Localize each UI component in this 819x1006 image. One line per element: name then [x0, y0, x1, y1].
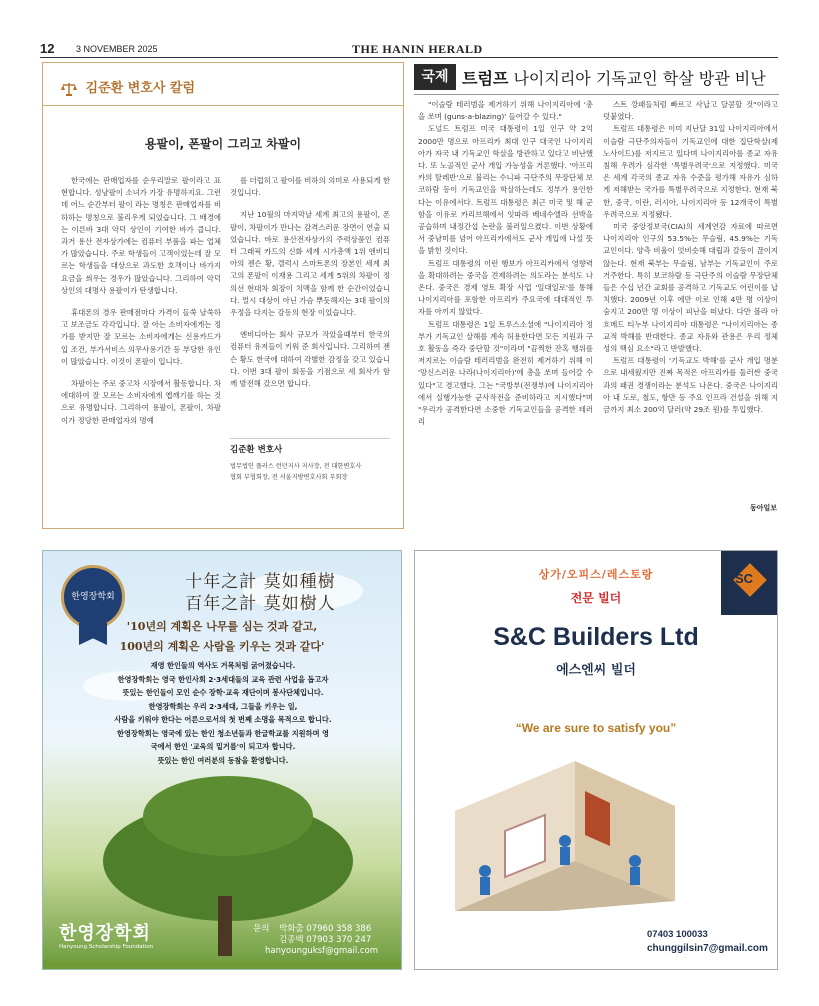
- contact-info: [253, 924, 379, 957]
- body-line: 한영장학회는 영국에 있는 한인 청소년들과 한글학교를 지원하며 영: [117, 728, 329, 738]
- quote-line: '10년의 계획은 나무를 심는 것과 같고,: [126, 620, 318, 633]
- paragraph: 휴대폰의 경우 판매점마다 가격이 들쑥 날쑥하고 보조금도 각각입니다. 잘 아는 소비자에게는 정가를 받지만 잘 모르는 소비자에게는 신용카드가입 조건, 부가서비스 의무사용기간 등 부당한 유인이 많았습니다. 이것이 폰팔이 입니다.: [61, 308, 221, 366]
- contact-phone: 박화출 07960 358 386: [279, 924, 372, 934]
- column-section-label: 김준환 변호사 칼럼: [85, 81, 196, 96]
- body-line: 사람을 키워야 한다는 어른으로서의 첫 번째 소명을 목적으로 합니다.: [114, 715, 332, 724]
- foundation-name: 한영장학회: [59, 923, 151, 944]
- quote-line: 100년의 계획은 사람을 키우는 것과 같다': [119, 640, 325, 653]
- divider: [43, 105, 403, 106]
- newspaper-name: THE HANIN HERALD: [352, 42, 483, 56]
- scholarship-ad: [42, 550, 402, 970]
- body-line: 재영 한인들의 역사도 거목처럼 굵어졌습니다.: [150, 661, 296, 670]
- paragraph: 차팔이는 주로 중고차 시장에서 활동합니다. 차에대하여 잘 모르는 소비자에게 옙깨기를 하는 것으로 유명합니다. 그리하여 용팔이, 폰팔이, 차팔이가 정당한 판매업자의 명예: [61, 379, 221, 425]
- company-email: chunggilsin7@gmail.com: [647, 943, 768, 954]
- article-column-1: [418, 99, 593, 428]
- company-phone: 07403 100033: [647, 929, 708, 940]
- contact-email: hanyounguksf@gmail.com: [265, 946, 379, 956]
- hanja-line: 百年之計 莫如樹人: [185, 594, 336, 614]
- body-line: 한영장학회는 영국 한인사회 2·3세대들의 교육 관련 사업을 돕고자: [117, 674, 329, 684]
- company-name-ko: 에스엔씨 빌더: [556, 663, 636, 678]
- contact-label: 문의: [253, 924, 270, 934]
- column-title: 용팔이, 폰팔이 그리고 차팔이: [144, 137, 302, 151]
- author-bio-line: 협회 부협회장, 전 서울지방변호사회 부회장: [230, 474, 348, 481]
- hanja-line: 十年之計 莫如種樹: [185, 572, 336, 592]
- company-logo: [721, 551, 778, 615]
- column-section-header: [61, 77, 195, 97]
- paragraph: 지난 10월의 마지막날 세계 최고의 용팔이, 폰팔이, 차팔이가 만나는 감격스러운 장면이 연출 되었습니다. 바로 용산전자상가의 주력상품인 컴퓨터 그래픽 카드의 신화 세계 시가총액 1위 엔비디아의 젠슨 황, 갤럭시 스마트폰의 장본인 세계 최고의 폰팔이 이재용 그리고 세계 5위의 차팔이 정의선 현대차 회장이 치맥을 함께 한 순간이었습니다. 멀시 대상이 아닌 가슴 뿌듯해지는 3대 팔이의 우정을 다지는 감동의 현장 이었습니다.: [230, 210, 390, 318]
- body-line: 한영장학회는 우리 2·3세대, 그들을 키우는 일,: [148, 701, 298, 711]
- paragraph: 엔비디아는 회사 규모가 작았을때부터 한국의 컴퓨터 유저들이 키워 준 회사입니다. 그리하여 젠슨 황도 한국에 대하여 각별한 감정을 갖고 있습니다. 이번 3대 팔이 회동을 기점으로 세 회사가 함께 발전해 갔으면 합니다.: [230, 330, 390, 389]
- body-line: 뜻있는 한인들이 모인 순수 장학·교육 재단이며 봉사단체입니다.: [122, 688, 324, 697]
- author-byline: [230, 438, 390, 483]
- paragraph: 도널드 트럼프 미국 대통령이 1일 인구 약 2억 2000만 명으로 아프리카 최대 인구 대국인 나이지리아가 자국 내 기독교인 학살을 방관하고 있다고 비난했다. 또 노골적인 군사 개입 가능성을 거론했다. '아프리카의 탈레반'으로 불리는 수니파 극단주의 무장단체 보코하람 등이 기독교인을 학살하는데도 정부가 용인한다는 이유에서다. 트럼프 대통령은 최근 미국 및 해 군함을 이유로 카리브해에서 잇따라 베네수엘라 선박을 공습하며 내정간섭 논란을 불러일으켰다. 이번 상황에서 중남미를 넘어 아프리카에서도 군사 개입에 나설 뜻을 밝힌 것이다.: [418, 124, 593, 256]
- author-bio: [230, 461, 390, 483]
- divider: [414, 94, 779, 95]
- headline-bold: 트럼프: [462, 69, 509, 88]
- author-bio-line: 법무법인 플러스 런던지사 지사장, 전 대한변호사: [230, 463, 362, 470]
- page-header: [40, 38, 778, 58]
- paragraph: 를 더럽히고 팔이를 비하의 의미로 사용되게 한 것입니다.: [230, 176, 390, 198]
- medal-text: 한영장학회: [71, 592, 115, 602]
- body-line: 국에서 한인 '교육의 밑거름'이 되고자 합니다.: [150, 742, 296, 751]
- tree-canopy: [143, 776, 313, 856]
- headline-rest: 나이지리아 기독교인 학살 방관 비난: [508, 69, 766, 88]
- tree-trunk: [218, 896, 232, 956]
- article-column-2: [603, 99, 778, 416]
- foundation-name-en: Hanyoung Scholarship Foundation: [59, 944, 154, 950]
- renovation-illustration: [435, 751, 675, 911]
- ad-body-text: [61, 659, 385, 767]
- paragraph: 트럼프 대통령이 '기독교도 박해'를 군사 개입 명분으로 내세웠지만 진짜 목적은 아프리카를 둘러싼 중국과의 패권 경쟁이라는 분석도 나온다. 중국은 나이지리아 내 도로, 철도, 항만 등 주요 인프라 건설을 위해 지금까지 최소 200억 달러(약 29조 원)를 투입했다.: [603, 356, 778, 415]
- scale-icon: [61, 81, 77, 97]
- paragraph: 트럼프 대통령은 1일 트루스소셜에 "나이지리아 정부가 기독교인 살해를 계속 허용한다면 모든 지원과 구호 활동을 즉각 중단할 것"이라며 "끔찍한 잔혹 행위를 저지르는 이슬람 테러리범을 완전히 제거하기 위해 이 '망신스러운 나라(나이지리아)'에 총을 쏘며 들어갈 수 있다"고 경고했다. 그는 "국방부(전쟁부)에 나이지리아에서 실행가능한 군사작전을 준비하라고 지시했다"며 "우리가 공격한다면 소중한 기독교인들을 공격한 테러리: [418, 319, 593, 427]
- contact-phone: 김종백 07903 370 247: [279, 935, 372, 945]
- page-number: 12: [40, 41, 55, 56]
- logo-text: SC: [735, 571, 754, 586]
- body-line: 뜻있는 한인 여러분의 동참을 환영합니다.: [157, 755, 289, 765]
- column-right-text: [230, 175, 390, 400]
- section-tag: 국제: [414, 64, 456, 90]
- grass-field: [43, 961, 401, 970]
- column-left-text: [61, 175, 221, 437]
- company-name: S&C Builders Ltd: [493, 623, 699, 651]
- proverb-quote: [43, 617, 401, 657]
- paragraph: 한국에는 판매업자를 순우리말로 팔이라고 표현합니다. 성냥팔이 소녀가 가장 유명하지요. 그런데 어느 순간부터 팔이 라는 명칭은 판매업자를 비하하는 명칭으로 불리우게 되었습니다. 그 배경에는 이른바 3대 악덕 상인이 기여한 바가 큽니다. 과거 용산 전자상가에는 컴퓨터 부품을 파는 업체가 많았습니다. 주로 학생들이 고객이었는데 잘 모르는 학생들을 대상으로 과도한 호객이나 바가지 요금을 씌우는 경우가 많았습니다. 그리하여 악덕상인의 대명사 용팔이가 탄생합니다.: [61, 176, 221, 295]
- company-slogan: “We are sure to satisfy you”: [515, 721, 677, 735]
- paragraph: "이슬람 테러범을 제거하기 위해 나이지리아에 '총을 쏘며 (guns-a-blazing)' 들어갈 수 있다.": [418, 100, 593, 122]
- article-credit: 동아일보: [749, 504, 777, 512]
- paragraph: 트럼프 대통령의 이런 행보가 아프리카에서 영향력을 확대하려는 중국을 견제하려는 의도라는 분석도 나온다. 중국은 경제 영토 확장 사업 '일대일로'를 통해 나이지리아를 포함한 아프리카 주요국에 대대적인 투자를 아끼지 않았다.: [418, 258, 593, 317]
- article-headline: [462, 66, 766, 89]
- author-name: 김준환 변호사: [230, 445, 283, 455]
- issue-date: 3 NOVEMBER 2025: [76, 44, 158, 54]
- specialty-label: 전문 빌더: [570, 591, 622, 605]
- paragraph: 스트 깡패들처럼 빠르고 사납고 달콤할 것"이라고 덧붙였다.: [603, 100, 778, 122]
- paragraph: 트럼프 대통령은 이미 지난달 31일 나이지리아에서 이슬람 극단주의자들이 기독교인에 대한 집단학살(제노사이드)를 저지르고 있다며 나이지리아를 종교 자유 침해 우려가 심각한 '특별우려국'으로 지정했다. 미국은 세계 각국의 종교 자유 수준을 평가해 자유가 심하게 저해받는 국가를 특별우려국으로 지정한다. 현재 북한, 중국, 이란, 러시아, 나이지리아 등 12개국이 특별우려국으로 지정됐다.: [603, 124, 778, 219]
- service-types: 상가/오피스/레스토랑: [538, 568, 654, 581]
- builders-ad: [414, 550, 778, 970]
- column-panel: [42, 62, 404, 529]
- paragraph: 미국 중앙정보국(CIA)의 세계연감 자료에 따르면 나이지리아 인구의 53.5%는 무슬림, 45.9%는 기독교인이다. 양측 비율이 엇비슷해 대립과 갈등이 끊이지 않는다. 현재 북부는 무슬림, 남부는 기독교인이 주로 거주한다. 특히 보코하람 등 극단주의 이슬람 무장단체들은 수십 년간 교회를 공격하고 기독교도 어린이를 납치했다. 2009년 이후 에만 이로 인해 4만 명 이상이 숨지고 200만 명 이상이 피난을 떠났다. 다만 볼라 아흐메드 티누부 나이지리아 대통령은 "나이지리아는 종교적 박해를 반대한다. 종교 자유와 관용은 우리 정체성의 핵심 요소"라고 반발했다.: [603, 222, 778, 354]
